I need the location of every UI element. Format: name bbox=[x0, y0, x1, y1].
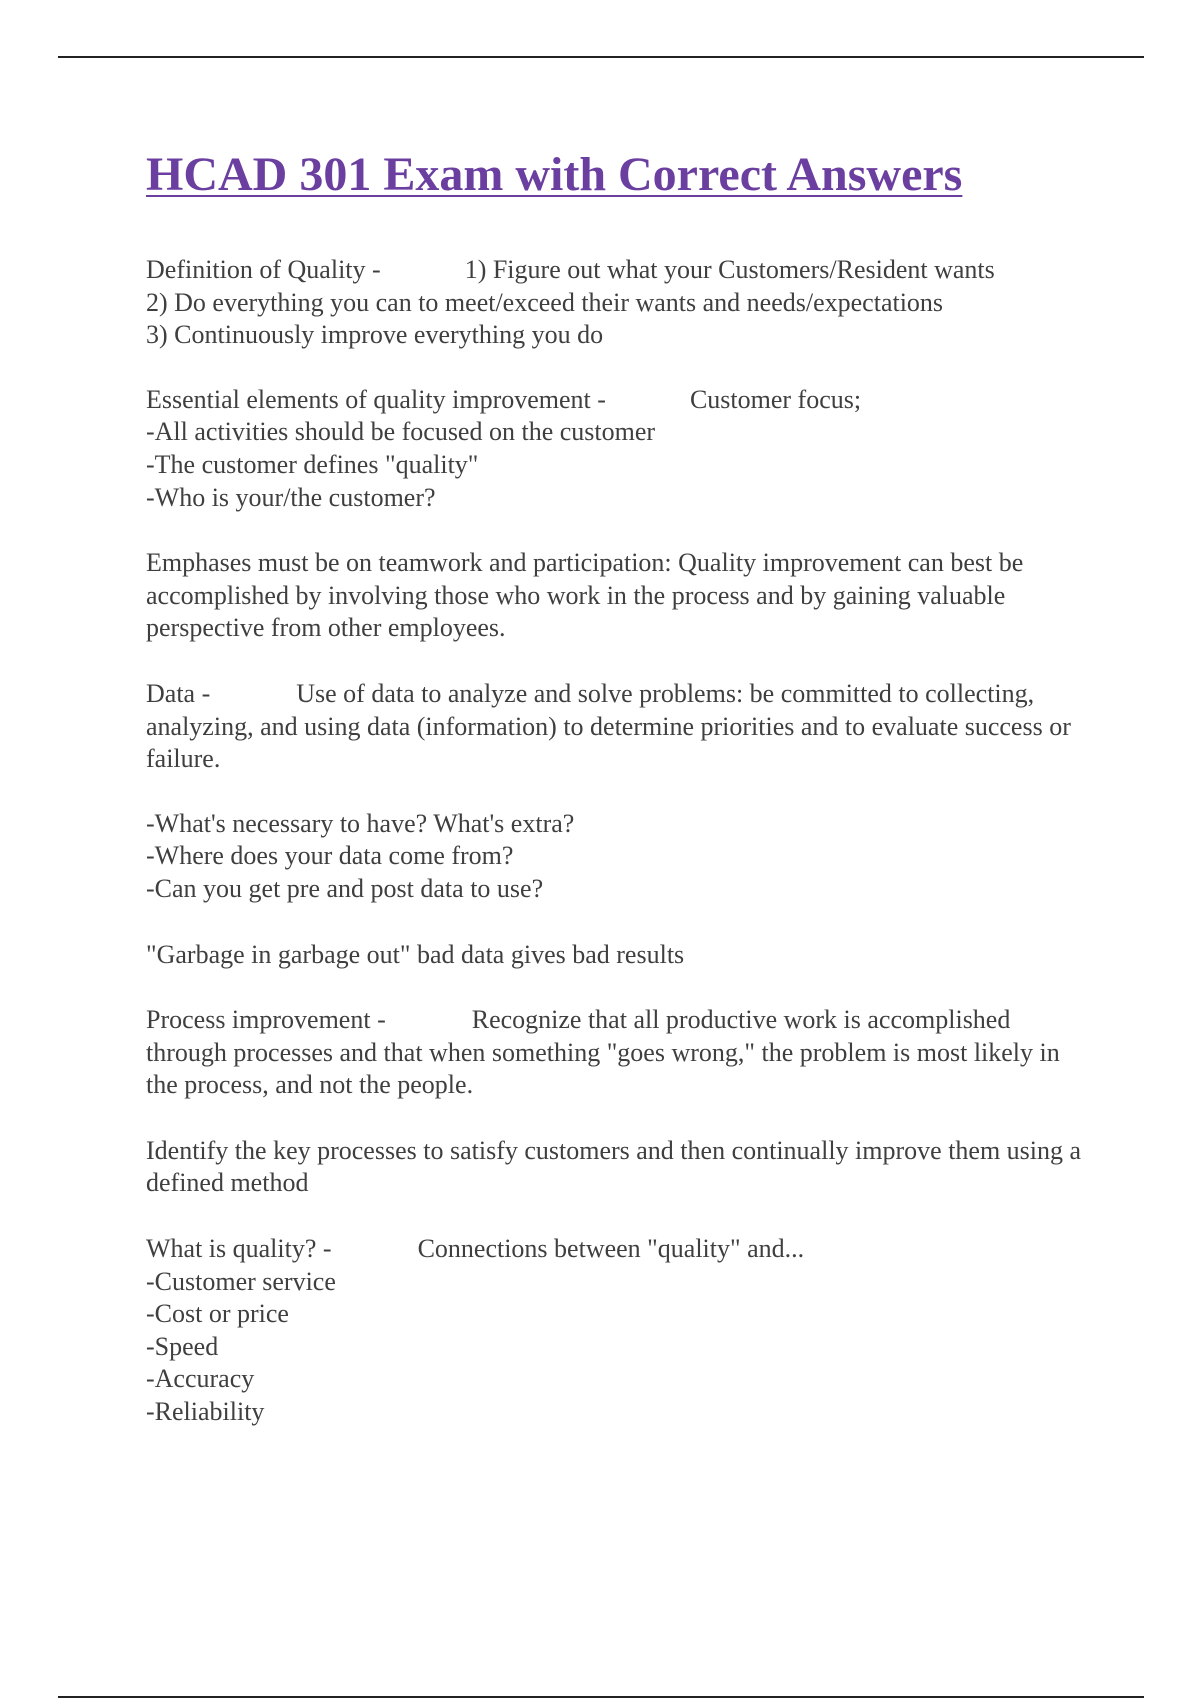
entry-first-line bbox=[146, 384, 1086, 417]
entry-answer: Connections between "quality" and... bbox=[417, 1234, 805, 1264]
entry-paragraph bbox=[146, 1005, 1060, 1099]
qa-entry-process-improvement bbox=[146, 1004, 1086, 1102]
qa-entry-data bbox=[146, 678, 1086, 776]
answer-line: -All activities should be focused on the customer bbox=[146, 417, 656, 447]
entry-first-line bbox=[146, 1233, 1086, 1266]
qa-entry-what-is-quality bbox=[146, 1233, 1086, 1429]
answer-note bbox=[146, 939, 1086, 972]
entry-term: What is quality? - bbox=[146, 1234, 332, 1264]
paragraph-text: Emphases must be on teamwork and participation: Quality improvement can best be accomplished by involving those who work in the process and by gaining valuable perspective from other employees. bbox=[146, 548, 1024, 643]
paragraph-text: Identify the key processes to satisfy customers and then continually improve them using a defined method bbox=[146, 1135, 1082, 1198]
entry-answer: Recognize that all productive work is accomplished through processes and that when something "goes wrong," the problem is most likely in the process, and not the people. bbox=[146, 1005, 1060, 1100]
entry-term: Data - bbox=[146, 678, 211, 708]
answer-line: -Customer service bbox=[146, 1266, 336, 1296]
answer-paragraph bbox=[146, 1135, 1086, 1200]
entry-answer: Customer focus; bbox=[689, 384, 862, 414]
answer-list bbox=[146, 808, 1086, 906]
qa-entry-definition-of-quality bbox=[146, 254, 1086, 352]
answer-line: -What's necessary to have? What's extra? bbox=[146, 808, 575, 838]
document-body bbox=[146, 140, 1086, 1429]
answer-paragraph bbox=[146, 547, 1086, 645]
answer-line: -Speed bbox=[146, 1331, 219, 1361]
answer-line: -Who is your/the customer? bbox=[146, 482, 436, 512]
entry-answer: 1) Figure out what your Customers/Resident wants bbox=[464, 255, 995, 284]
answer-line: -Accuracy bbox=[146, 1364, 255, 1394]
note-text: "Garbage in garbage out" bad data gives bad results bbox=[146, 939, 685, 969]
answer-line: -Can you get pre and post data to use? bbox=[146, 873, 544, 903]
entry-term: Definition of Quality - bbox=[146, 255, 381, 284]
answer-line: 2) Do everything you can to meet/exceed their wants and needs/expectations bbox=[146, 287, 944, 317]
qa-entry-essential-elements bbox=[146, 384, 1086, 514]
entry-paragraph bbox=[146, 679, 1071, 773]
document-title: HCAD 301 Exam with Correct Answers bbox=[146, 148, 963, 201]
entry-term: Essential elements of quality improvement - bbox=[146, 384, 606, 414]
entry-term: Process improvement - bbox=[146, 1005, 386, 1035]
footer-rule bbox=[58, 1696, 1144, 1698]
entry-answer: Use of data to analyze and solve problems: be committed to collecting, analyzing, and using data (information) to determine priorities and to evaluate success or failure. bbox=[146, 678, 1071, 774]
entry-first-line bbox=[146, 254, 1086, 287]
answer-line: -Reliability bbox=[146, 1397, 265, 1427]
answer-line: -The customer defines "quality" bbox=[146, 449, 479, 479]
header-rule bbox=[58, 56, 1144, 58]
answer-line: -Cost or price bbox=[146, 1299, 289, 1329]
answer-line: -Where does your data come from? bbox=[146, 841, 514, 871]
answer-line: 3) Continuously improve everything you do bbox=[146, 320, 604, 350]
